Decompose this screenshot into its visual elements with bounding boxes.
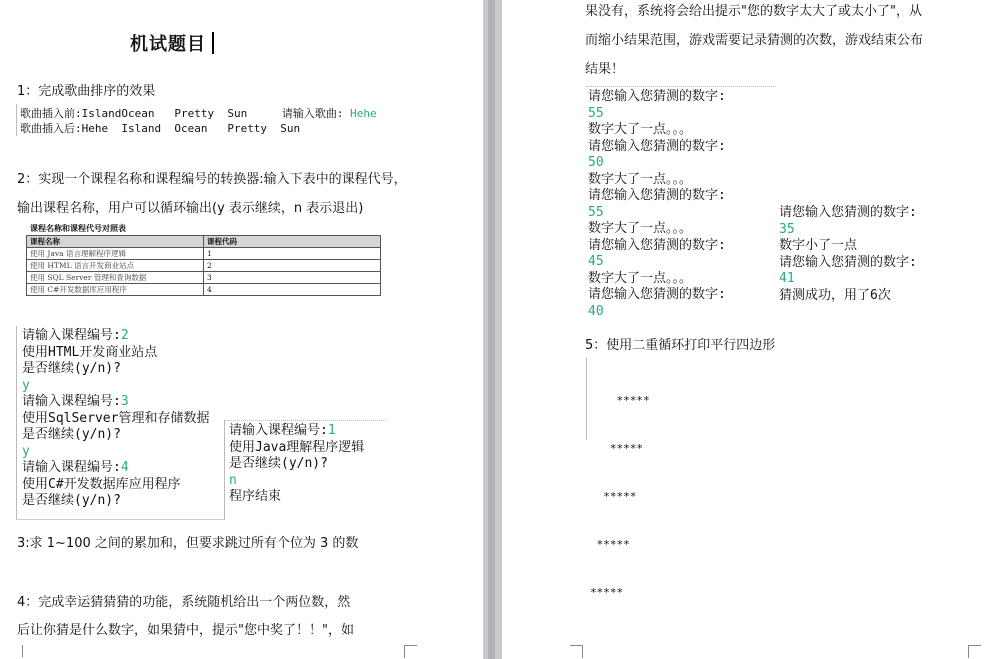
console-border — [224, 420, 225, 520]
console-border — [16, 104, 17, 136]
course-console-b — [229, 423, 364, 506]
console-line: 请输入课程编号:2 — [22, 328, 129, 343]
question-1-label: 1：完成歌曲排序的效果 — [17, 84, 156, 99]
console-line: y — [22, 377, 30, 393]
console-line: 使用C#开发数据库应用程序 — [22, 476, 181, 492]
console-line: 使用HTML开发商业站点 — [22, 344, 158, 360]
table-row — [27, 284, 381, 296]
question-4-cont-line3: 结果！ — [585, 62, 625, 77]
table-cell-code: 1 — [204, 248, 381, 260]
table-row — [27, 272, 381, 284]
console-line: 35 — [779, 221, 795, 237]
table-cell-name: 使用 SQL Server 管理和查询数据 — [27, 272, 204, 284]
page-gutter — [483, 0, 502, 659]
console-border — [586, 358, 587, 440]
console-line: 请您输入您猜测的数字: — [588, 188, 726, 203]
console-border — [586, 86, 776, 87]
left-page — [0, 0, 483, 659]
console-line: n — [229, 472, 237, 488]
table-cell-name: 使用 HTML 语言开发商业站点 — [27, 260, 204, 272]
parallelogram-output — [590, 361, 650, 633]
page-corner-mark — [10, 645, 23, 657]
question-4-line2: 后让你猜是什么数字，如果猜中，提示"您中奖了！！"，如 — [17, 623, 354, 638]
console-line: 是否继续(y/n)? — [229, 456, 328, 471]
page-corner-mark — [404, 645, 417, 658]
table-cell-code: 4 — [204, 284, 381, 296]
table-header-row — [27, 236, 381, 248]
song-before-prefix: 歌曲插入前: — [20, 107, 82, 120]
pattern-line: ***** — [590, 442, 643, 455]
right-page — [502, 0, 984, 659]
console-line: 请您输入您猜测的数字: — [588, 287, 726, 302]
song-prompt: 请输入歌曲: — [281, 107, 344, 120]
console-line: 请您输入您猜测的数字: — [588, 89, 726, 104]
table-header-name: 课程名称 — [27, 236, 204, 248]
question-2-label-line2: 输出课程名称，用户可以循环输出(y 表示继续，n 表示退出) — [17, 201, 364, 216]
guess-console-a — [588, 89, 726, 320]
console-line: 使用SqlServer管理和存储数据 — [22, 410, 210, 426]
table-caption: 课程名称和课程代号对照表 — [30, 223, 126, 233]
console-line: 请输入课程编号:3 — [22, 394, 129, 409]
question-2-label-line1: 2：实现一个课程名称和课程编号的转换器:输入下表中的课程代号， — [17, 172, 407, 187]
console-line: 是否继续(y/n)? — [22, 493, 121, 508]
table-row — [27, 260, 381, 272]
table-cell-name: 使用 C#开发数据库应用程序 — [27, 284, 204, 296]
question-4-cont-line1: 果没有，系统将会给出提示"您的数字太大了或太小了"，从 — [585, 4, 922, 19]
console-line: 请您输入您猜测的数字: — [779, 205, 917, 220]
table-cell-name: 使用 Java 语言理解程序逻辑 — [27, 248, 204, 260]
table-row — [27, 248, 381, 260]
console-line: 40 — [588, 303, 604, 319]
console-line: 使用Java理解程序逻辑 — [229, 439, 365, 455]
question-3-label: 3:求 1~100 之间的累加和，但要求跳过所有个位为 3 的数 — [17, 536, 359, 551]
console-line: 请输入课程编号:1 — [229, 423, 336, 438]
console-border — [224, 420, 386, 421]
pattern-line: ***** — [590, 394, 650, 407]
console-line: 数字大了一点。。。 — [588, 122, 693, 137]
console-line: 程序结束 — [229, 489, 282, 504]
text-cursor — [212, 32, 214, 54]
table-header-code: 课程代码 — [204, 236, 381, 248]
song-before-list: IslandOcean Pretty Sun — [81, 107, 248, 120]
console-border — [16, 519, 224, 520]
pattern-line: ***** — [590, 490, 637, 503]
pattern-line: ***** — [590, 538, 630, 551]
console-line: 请您输入您猜测的数字: — [779, 254, 917, 270]
document-title: 机试题目 — [130, 30, 214, 56]
course-console-a — [22, 328, 209, 510]
console-line: 55 — [588, 204, 604, 220]
song-console — [20, 106, 377, 136]
console-line: 41 — [779, 271, 795, 286]
page-corner-mark — [570, 645, 583, 658]
console-line: 数字小了一点 — [779, 238, 858, 253]
console-line: 55 — [588, 105, 604, 121]
console-line: 50 — [588, 155, 604, 170]
song-input: Hehe — [350, 107, 377, 120]
console-line: 请您输入您猜测的数字: — [588, 237, 726, 253]
console-line: 数字大了一点。。。 — [588, 270, 693, 286]
question-5-label: 5：使用二重循环打印平行四边形 — [585, 338, 776, 353]
console-line: 45 — [588, 254, 604, 269]
page-corner-mark — [968, 645, 981, 658]
console-line: 请您输入您猜测的数字: — [588, 138, 726, 154]
song-after-prefix: 歌曲插入后: — [20, 122, 82, 135]
song-after-list: Hehe Island Ocean Pretty Sun — [81, 122, 301, 135]
pattern-line: ***** — [590, 586, 624, 599]
course-table — [26, 235, 381, 296]
console-line: 请输入课程编号:4 — [22, 460, 129, 475]
question-4-cont-line2: 而缩小结果范围，游戏需要记录猜测的次数，游戏结束公布 — [585, 33, 924, 48]
table-cell-code: 3 — [204, 272, 381, 284]
console-line: 猜测成功，用了6次 — [779, 287, 891, 303]
console-line: 是否继续(y/n)? — [22, 427, 121, 442]
console-line: 数字大了一点。。。 — [588, 171, 693, 187]
console-line: y — [22, 443, 30, 459]
console-border — [16, 326, 17, 520]
console-line: 是否继续(y/n)? — [22, 361, 121, 376]
guess-console-b — [779, 205, 917, 304]
table-cell-code: 2 — [204, 260, 381, 272]
console-line: 数字大了一点。。。 — [588, 221, 693, 236]
question-4-line1: 4：完成幸运猜猜猜的功能，系统随机给出一个两位数，然 — [17, 595, 351, 610]
